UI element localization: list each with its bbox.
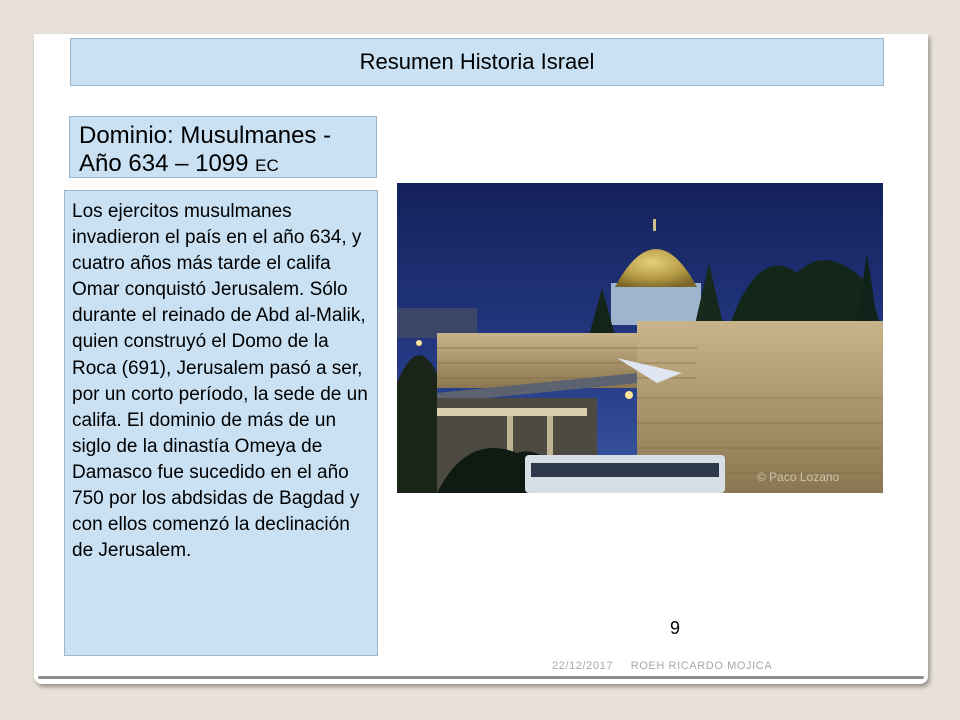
- footer-author: ROEH RICARDO MOJICA: [630, 660, 773, 672]
- section-heading-box: [69, 116, 377, 178]
- page-number: 9: [670, 618, 681, 638]
- body-text: Los ejercitos musulmanes invadieron el país en el año 634, y cuatro años más tarde el califa Omar conquistó Jerusalem. Sólo durante el reinado de Abd al-Malik, quien construyó el Domo de la Roca (691), Jerusalem pasó a ser, por un corto período, la sede de un califa. El dominio de más de un siglo de la dinastía Omeya de Damasco fue sucedido en el año 750 por los abdsidas de Bagdad y con ellos comenzó la declinación de Jerusalem.: [72, 201, 368, 562]
- footer: [552, 660, 786, 672]
- slide-title: Resumen Historia Israel: [359, 49, 595, 74]
- section-heading-era: EC: [255, 156, 279, 175]
- body-text-box: [64, 190, 378, 656]
- dome-of-the-rock-photo: [397, 183, 883, 493]
- section-heading: Dominio: Musulmanes - Año 634 – 1099: [79, 122, 332, 177]
- footer-date: 22/12/2017: [552, 660, 614, 672]
- slide-bottom-edge: [38, 676, 924, 679]
- slide-title-box: [70, 38, 884, 86]
- photo-watermark: © Paco Lozano: [757, 470, 840, 484]
